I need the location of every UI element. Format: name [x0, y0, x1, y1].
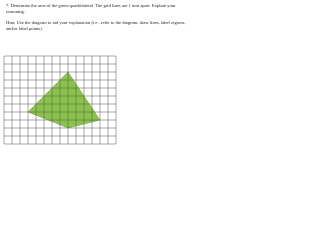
question-block	[6, 3, 192, 32]
grid-svg	[3, 55, 133, 145]
grid-diagram	[3, 55, 133, 145]
green-quadrilateral	[28, 72, 100, 128]
question-text: 7. Determine the area of the green quadrilateral. The grid lines are 1 unit apart. Explain your reasoning.	[6, 3, 176, 14]
hint-text: Hint: Use the diagram to aid your explanation (i.e., refer to the diagram, draw lines, label regions, and/or label points)	[6, 20, 186, 31]
